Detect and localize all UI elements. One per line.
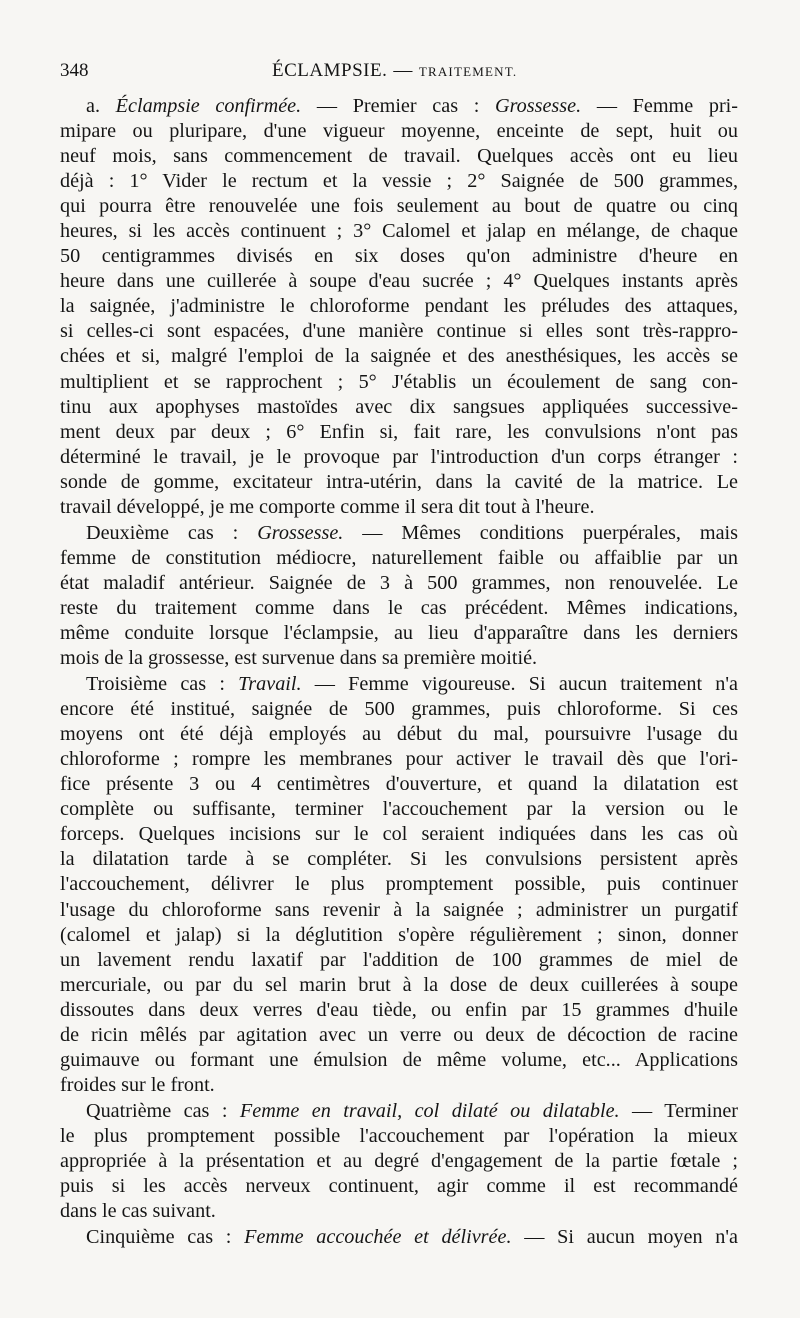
running-title-sub: TRAITEMENT. bbox=[418, 64, 518, 79]
text-line: déterminé le travail, je le provoque par l'introduction d'un corps étranger : bbox=[60, 445, 738, 468]
paragraph-cinquieme-cas bbox=[60, 1225, 738, 1250]
italic-text: Femme en travail, col dilaté ou dilatable. bbox=[239, 1099, 620, 1122]
text-line: encore été institué, saignée de 500 grammes, puis chloroforme. Si ces bbox=[60, 698, 738, 721]
paragraph-troisieme-cas bbox=[60, 672, 738, 1098]
text-line: la saignée, j'administre le chloroforme pendant les préludes des attaques, bbox=[60, 295, 738, 318]
text-line: tinu aux apophyses mastoïdes avec dix sangsues appliquées successive- bbox=[60, 395, 738, 418]
text-line: heures, si les accès continuent ; 3° Calomel et jalap en mélange, de chaque bbox=[60, 220, 738, 243]
text-line: chloroforme ; rompre les membranes pour activer le travail dès que l'ori- bbox=[60, 748, 738, 771]
text-line: dans le cas suivant. bbox=[60, 1200, 216, 1223]
text-line: complète ou suffisante, terminer l'accouchement par la version ou le bbox=[60, 798, 738, 821]
text-line: sonde de gomme, excitateur intra-utérin, dans la cavité de la matrice. Le bbox=[60, 470, 738, 493]
running-title bbox=[272, 60, 517, 82]
text-line: guimauve ou formant une émulsion de même volume, etc... Applications bbox=[60, 1048, 738, 1071]
text-line: 50 centigrammes divisés en six doses qu'on administre d'heure en bbox=[60, 245, 738, 268]
text-line: mipare ou pluripare, d'une vigueur moyenne, enceinte de sept, huit ou bbox=[60, 120, 738, 143]
text-line: dissoutes dans deux verres d'eau tiède, ou enfin par 15 grammes d'huile bbox=[60, 998, 738, 1021]
text-line: de ricin mêlés par agitation avec un verre ou deux de décoction de racine bbox=[60, 1023, 738, 1046]
text-line: heure dans une cuillerée à soupe d'eau sucrée ; 4° Quelques instants après bbox=[60, 270, 738, 293]
text-line: Cinquième cas : Femme accouchée et délivrée. — Si aucun moyen n'a bbox=[86, 1226, 738, 1249]
text-line: multiplient et se rapprochent ; 5° J'établis un écoulement de sang con- bbox=[60, 370, 738, 393]
text-line: si celles-ci sont espacées, d'une manière continue si elles sont très-rappro- bbox=[60, 320, 738, 343]
text-line: reste du traitement comme dans le cas précédent. Mêmes indications, bbox=[60, 596, 738, 619]
text-line: moyens ont été déjà employés au début du mal, poursuivre l'usage du bbox=[60, 723, 738, 746]
text-line: déjà : 1° Vider le rectum et la vessie ; 2° Saignée de 500 grammes, bbox=[60, 170, 738, 193]
italic-text: Grossesse. bbox=[257, 521, 344, 544]
body-text bbox=[60, 94, 738, 1250]
running-title-separator: — bbox=[393, 60, 413, 81]
text-line: Troisième cas : Travail. — Femme vigoureuse. Si aucun traitement n'a bbox=[86, 673, 738, 696]
text-line: froides sur le front. bbox=[60, 1073, 215, 1096]
text-line: puis si les accès nerveux continuent, agir comme il est recommandé bbox=[60, 1175, 738, 1198]
text-line: forceps. Quelques incisions sur le col seraient indiquées dans les cas où bbox=[60, 823, 738, 846]
text-line: qui pourra être renouvelée une fois seulement au bout de quatre ou cinq bbox=[60, 195, 738, 218]
text-line: ment deux par deux ; 6° Enfin si, fait rare, les convulsions n'ont pas bbox=[60, 420, 738, 443]
text-line: la dilatation tarde à se compléter. Si les convulsions persistent après bbox=[60, 848, 738, 871]
text-line: mois de la grossesse, est survenue dans sa première moitié. bbox=[60, 647, 538, 670]
italic-text: Grossesse. bbox=[494, 95, 582, 117]
text-line: a. Éclampsie confirmée. — Premier cas : Grossesse. — Femme pri- bbox=[86, 95, 739, 117]
text-line: l'usage du chloroforme sans revenir à la saignée ; administrer un purgatif bbox=[60, 898, 738, 921]
page-number: 348 bbox=[60, 60, 89, 81]
running-title-main: ÉCLAMPSIE. bbox=[272, 60, 388, 81]
text-line: femme de constitution médiocre, naturellement faible ou affaiblie par un bbox=[60, 546, 738, 569]
text-line: (calomel et jalap) si la déglutition s'opère régulièrement ; sinon, donner bbox=[60, 923, 738, 946]
text-line: travail développé, je me comporte comme il sera dit tout à l'heure. bbox=[60, 495, 595, 518]
text-line: neuf mois, sans commencement de travail. Quelques accès ont eu lieu bbox=[60, 145, 738, 168]
text-line: l'accouchement, délivrer le plus promptement possible, puis continuer bbox=[60, 873, 738, 896]
text-line: même conduite lorsque l'éclampsie, au lieu d'apparaître dans les derniers bbox=[60, 621, 738, 644]
text-line: chées et si, malgré l'emploi de la saignée et des anesthésiques, les accès se bbox=[60, 345, 738, 368]
paragraph-eclampsie-confirmee bbox=[60, 94, 738, 520]
text-line: le plus promptement possible l'accouchement par l'opération la mieux bbox=[60, 1124, 738, 1147]
text-line: appropriée à la présentation et au degré d'engagement de la partie fœtale ; bbox=[60, 1149, 738, 1172]
paragraph-quatrieme-cas bbox=[60, 1099, 738, 1224]
text-line: Deuxième cas : Grossesse. — Mêmes conditions puerpérales, mais bbox=[86, 521, 739, 544]
text-line: Quatrième cas : Femme en travail, col dilaté ou dilatable. — Terminer bbox=[86, 1099, 738, 1122]
text-line: fice présente 3 ou 4 centimètres d'ouverture, et quand la dilatation est bbox=[60, 773, 738, 796]
running-header bbox=[60, 60, 740, 86]
italic-text: Éclampsie confirmée. bbox=[115, 95, 302, 117]
text-line: mercuriale, ou par du sel marin brut à la dose de deux cuillerées à soupe bbox=[60, 973, 738, 996]
paragraph-deuxieme-cas bbox=[60, 521, 738, 671]
text-line: un lavement rendu laxatif par l'addition de 100 grammes de miel de bbox=[60, 948, 738, 971]
text-line: état maladif antérieur. Saignée de 3 à 500 grammes, non renouvelée. Le bbox=[60, 571, 738, 594]
italic-text: Travail. bbox=[238, 673, 302, 696]
italic-text: Femme accouchée et délivrée. bbox=[244, 1226, 512, 1249]
